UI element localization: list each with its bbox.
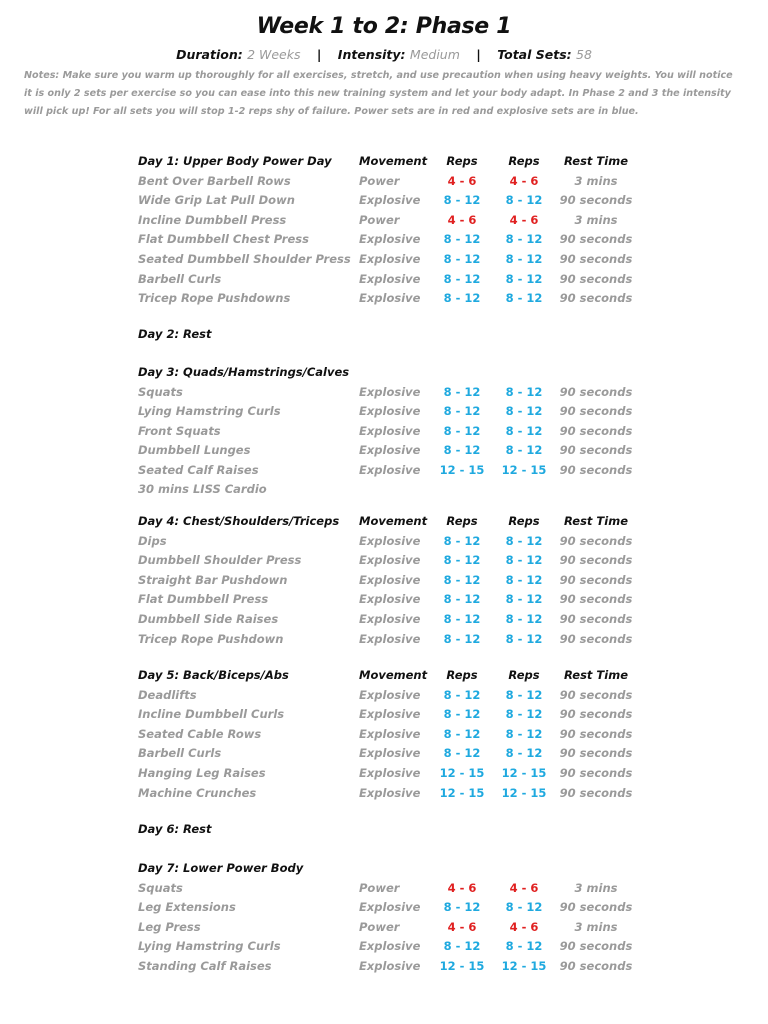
exercise-name: Straight Bar Pushdown [138,572,288,587]
movement-type: Explosive [359,766,421,780]
reps-set-1: 4 - 6 [447,919,477,934]
notes [24,67,736,121]
reps-set-1: 8 - 12 [443,232,481,247]
rest-time: 90 seconds [559,707,633,722]
exercise-name: Flat Dumbbell Chest Press [138,232,309,247]
exercise-name: Dumbbell Shoulder Press [138,553,302,568]
rest-time: 90 seconds [559,423,633,438]
day-title: Day 5: Back/Biceps/Abs [138,668,289,682]
movement-type: Explosive [359,959,421,973]
reps-set-2: 8 - 12 [505,726,543,741]
rest-time: 90 seconds [559,463,633,477]
movement-type: Explosive [359,443,421,458]
column-header-reps: Reps [508,154,540,168]
reps-set-1: 8 - 12 [443,553,481,568]
reps-set-1: 8 - 12 [443,252,481,266]
exercise-row [0,879,768,898]
total-sets-value: 58 [576,47,592,62]
movement-type: Explosive [359,746,421,761]
reps-set-1: 8 - 12 [443,443,481,458]
reps-set-2: 8 - 12 [505,404,543,419]
rest-time: 90 seconds [559,271,633,286]
reps-set-1: 8 - 12 [443,404,481,419]
exercise-name: Dips [138,533,167,548]
page-title: Week 1 to 2: Phase 1 [256,14,512,39]
exercise-row [0,270,768,289]
intensity-value: Medium [409,47,460,62]
reps-set-2: 4 - 6 [509,919,539,934]
exercise-row [0,250,768,269]
movement-type: Power [359,173,400,188]
exercise-name: Incline Dumbbell Curls [138,707,285,722]
reps-set-2: 12 - 15 [501,785,547,800]
reps-set-2: 8 - 12 [505,291,543,306]
reps-set-1: 8 - 12 [443,687,481,702]
movement-type: Explosive [359,271,421,286]
reps-set-1: 8 - 12 [443,291,481,306]
reps-set-1: 8 - 12 [443,612,481,626]
exercise-name: Barbell Curls [138,271,222,286]
reps-set-1: 4 - 6 [447,173,477,188]
exercise-name: Deadlifts [138,687,197,702]
rest-time: 90 seconds [559,533,633,548]
column-header-rest-time: Rest Time [564,514,628,528]
day-header-row [0,152,768,171]
exercise-row [0,441,768,460]
exercise-row [0,172,768,191]
movement-type: Explosive [359,612,421,626]
rest-time: 3 mins [574,919,618,934]
exercise-name: Squats [138,880,183,895]
exercise-row [0,784,768,803]
day-header-row [0,666,768,685]
exercise-name: Flat Dumbbell Press [138,592,269,607]
reps-set-2: 12 - 15 [501,766,547,780]
exercise-row [0,590,768,609]
rest-time: 90 seconds [559,631,633,646]
column-header-reps: Reps [446,514,478,528]
exercise-name: Leg Extensions [138,900,236,915]
reps-set-2: 8 - 12 [505,592,543,607]
day-title: Day 3: Quads/Hamstrings/Calves [138,365,350,379]
day-header-row [0,512,768,531]
rest-time: 90 seconds [559,612,633,626]
reps-set-1: 8 - 12 [443,384,481,399]
exercise-name: Seated Calf Raises [138,463,259,477]
exercise-row [0,764,768,783]
movement-type: Explosive [359,384,421,399]
movement-type: Power [359,212,400,227]
notes-line: will pick up! For all sets you will stop 1-2 reps shy of failure. Power sets are in red and explosive sets are in blue. [24,106,639,117]
movement-type: Explosive [359,232,421,247]
exercise-name: Incline Dumbbell Press [138,212,287,227]
reps-set-1: 8 - 12 [443,707,481,722]
movement-type: Explosive [359,291,421,306]
reps-set-1: 8 - 12 [443,939,481,954]
reps-set-2: 8 - 12 [505,443,543,458]
movement-type: Power [359,880,400,895]
rest-time: 90 seconds [559,232,633,247]
day-header-row [0,325,768,344]
reps-set-2: 8 - 12 [505,533,543,548]
reps-set-2: 12 - 15 [501,959,547,973]
rest-time: 90 seconds [559,193,633,208]
column-header-rest-time: Rest Time [564,154,628,168]
exercise-row [0,532,768,551]
exercise-name: Lying Hamstring Curls [138,404,281,419]
exercise-name: Seated Cable Rows [138,726,262,741]
exercise-name: Machine Crunches [138,785,257,800]
exercise-row [0,898,768,917]
reps-set-1: 8 - 12 [443,423,481,438]
reps-set-2: 8 - 12 [505,612,543,626]
rest-time: 90 seconds [559,959,633,973]
rest-time: 90 seconds [559,404,633,419]
reps-set-1: 8 - 12 [443,631,481,646]
reps-set-2: 8 - 12 [505,423,543,438]
movement-type: Explosive [359,252,421,266]
reps-set-2: 8 - 12 [505,746,543,761]
exercise-row [0,230,768,249]
total-sets-label: Total Sets: [497,47,572,62]
rest-time: 90 seconds [559,939,633,954]
reps-set-2: 8 - 12 [505,900,543,915]
reps-set-2: 8 - 12 [505,252,543,266]
rest-time: 90 seconds [559,766,633,780]
exercise-row [0,551,768,570]
reps-set-2: 8 - 12 [505,707,543,722]
reps-set-2: 12 - 15 [501,463,547,477]
reps-set-1: 12 - 15 [439,959,485,973]
reps-set-2: 8 - 12 [505,631,543,646]
reps-set-1: 8 - 12 [443,572,481,587]
rest-time: 90 seconds [559,384,633,399]
rest-time: 90 seconds [559,687,633,702]
column-header-reps: Reps [446,668,478,682]
rest-time: 90 seconds [559,572,633,587]
rest-time: 90 seconds [559,726,633,741]
exercise-name: Dumbbell Lunges [138,443,251,458]
notes-line: it is only 2 sets per exercise so you can ease into this new training system and let your body adapt. In Phase 2 and 3 the intensity [24,88,731,99]
movement-type: Explosive [359,707,421,722]
reps-set-2: 8 - 12 [505,193,543,208]
exercise-name: Leg Press [138,919,201,934]
column-header-movement: Movement [359,154,428,168]
reps-set-1: 12 - 15 [439,785,485,800]
rest-time: 90 seconds [559,592,633,607]
reps-set-1: 8 - 12 [443,746,481,761]
exercise-name: Tricep Rope Pushdowns [138,291,291,306]
movement-type: Explosive [359,785,421,800]
day-header-row [0,820,768,839]
day-header-row [0,859,768,878]
column-header-reps: Reps [446,154,478,168]
day-title: Day 4: Chest/Shoulders/Triceps [138,514,340,528]
reps-set-2: 4 - 6 [509,212,539,227]
movement-type: Explosive [359,553,421,568]
exercise-row [0,630,768,649]
rest-time: 90 seconds [559,443,633,458]
exercise-row [0,610,768,629]
rest-time: 90 seconds [559,746,633,761]
exercise-name: Hanging Leg Raises [138,766,266,780]
reps-set-1: 8 - 12 [443,900,481,915]
exercise-row [0,744,768,763]
rest-time: 3 mins [574,173,618,188]
exercise-name: Barbell Curls [138,746,222,761]
exercise-name: Dumbbell Side Raises [138,612,279,626]
exercise-row [0,571,768,590]
rest-time: 90 seconds [559,785,633,800]
exercise-row [0,289,768,308]
reps-set-1: 8 - 12 [443,271,481,286]
movement-type: Explosive [359,572,421,587]
reps-set-2: 8 - 12 [505,384,543,399]
summary-line [0,47,768,62]
exercise-row [0,383,768,402]
reps-set-1: 8 - 12 [443,533,481,548]
day-title: Day 7: Lower Power Body [138,861,304,875]
reps-set-2: 8 - 12 [505,553,543,568]
exercise-row [0,422,768,441]
exercise-row [0,461,768,480]
exercise-name: Squats [138,384,183,399]
movement-type: Power [359,919,400,934]
reps-set-1: 12 - 15 [439,766,485,780]
rest-time: 3 mins [574,880,618,895]
exercise-name: Wide Grip Lat Pull Down [138,193,295,208]
rest-time: 90 seconds [559,553,633,568]
summary-separator: | [476,47,481,62]
day-title: Day 6: Rest [138,822,212,836]
cardio-note: 30 mins LISS Cardio [138,481,267,496]
reps-set-2: 8 - 12 [505,939,543,954]
reps-set-1: 12 - 15 [439,463,485,477]
exercise-name: Front Squats [138,423,221,438]
rest-time: 90 seconds [559,900,633,915]
movement-type: Explosive [359,193,421,208]
intensity-label: Intensity: [337,47,406,62]
exercise-name: Lying Hamstring Curls [138,939,281,954]
movement-type: Explosive [359,687,421,702]
duration-label: Duration: [176,47,243,62]
day-header-row [0,363,768,382]
day-footer-note [0,480,768,499]
exercise-row [0,705,768,724]
rest-time: 3 mins [574,212,618,227]
movement-type: Explosive [359,726,421,741]
column-header-rest-time: Rest Time [564,668,628,682]
reps-set-2: 8 - 12 [505,572,543,587]
exercise-row [0,191,768,210]
reps-set-2: 4 - 6 [509,173,539,188]
column-header-reps: Reps [508,514,540,528]
exercise-row [0,402,768,421]
notes-line: Notes: Make sure you warm up thoroughly for all exercises, stretch, and use precaution when using heavy weights. You will notice [24,70,733,81]
movement-type: Explosive [359,631,421,646]
exercise-row [0,937,768,956]
column-header-movement: Movement [359,514,428,528]
exercise-name: Standing Calf Raises [138,959,272,973]
movement-type: Explosive [359,463,421,477]
day-title: Day 1: Upper Body Power Day [138,154,332,168]
movement-type: Explosive [359,533,421,548]
reps-set-1: 8 - 12 [443,726,481,741]
movement-type: Explosive [359,423,421,438]
summary-separator: | [316,47,322,62]
exercise-name: Bent Over Barbell Rows [138,173,291,188]
movement-type: Explosive [359,900,421,915]
reps-set-1: 4 - 6 [447,212,477,227]
reps-set-2: 8 - 12 [505,271,543,286]
exercise-row [0,211,768,230]
rest-time: 90 seconds [559,291,633,306]
rest-time: 90 seconds [559,252,633,266]
column-header-reps: Reps [508,668,540,682]
reps-set-2: 4 - 6 [509,880,539,895]
reps-set-2: 8 - 12 [505,687,543,702]
reps-set-1: 4 - 6 [447,880,477,895]
movement-type: Explosive [359,404,421,419]
exercise-row [0,725,768,744]
exercise-row [0,918,768,937]
movement-type: Explosive [359,939,421,954]
reps-set-2: 8 - 12 [505,232,543,247]
day-title: Day 2: Rest [138,327,212,341]
exercise-name: Seated Dumbbell Shoulder Press [138,252,351,266]
reps-set-1: 8 - 12 [443,193,481,208]
column-header-movement: Movement [359,668,428,682]
movement-type: Explosive [359,592,421,607]
exercise-row [0,686,768,705]
reps-set-1: 8 - 12 [443,592,481,607]
exercise-name: Tricep Rope Pushdown [138,631,284,646]
duration-value: 2 Weeks [247,47,301,62]
exercise-row [0,957,768,976]
